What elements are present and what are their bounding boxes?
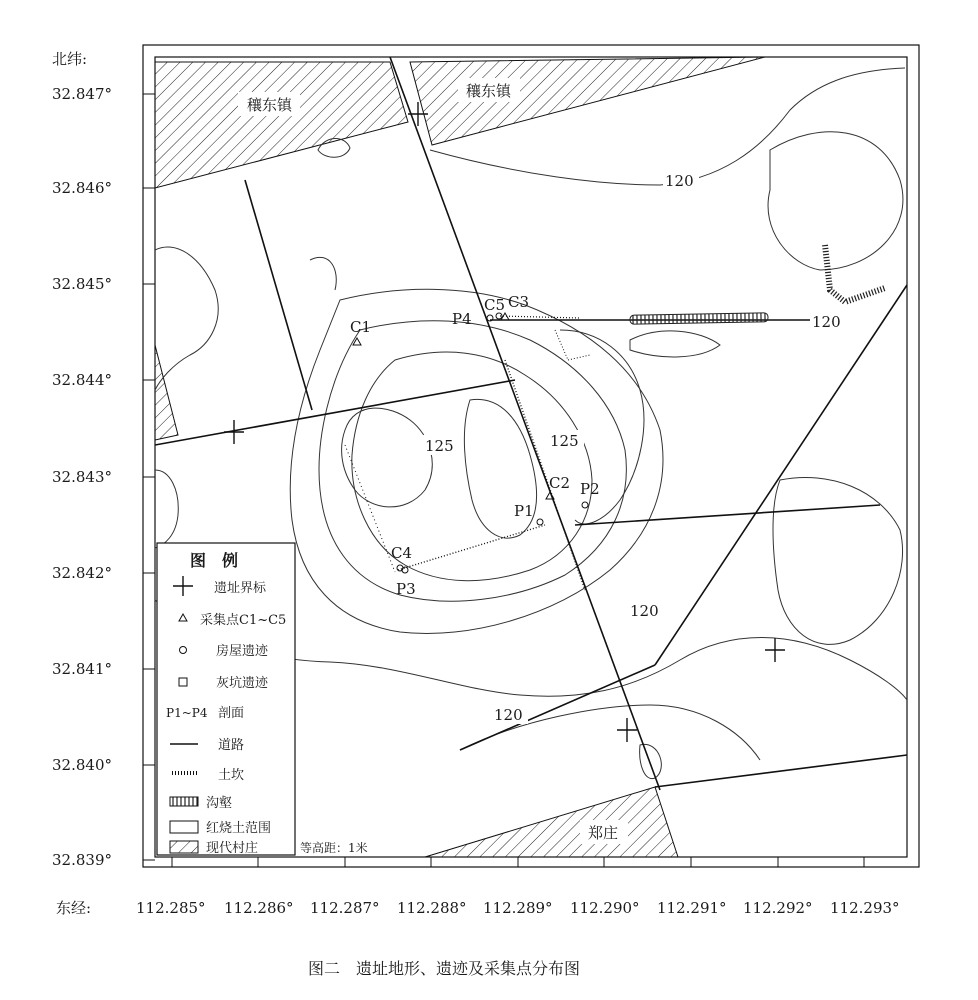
- legend: [157, 543, 295, 856]
- point-label-p2: P2: [580, 480, 600, 498]
- road-line: [460, 665, 655, 750]
- contour-label: 120: [665, 172, 694, 190]
- lat-tick-label: 32.846°: [52, 179, 112, 197]
- contour-line: [768, 132, 903, 270]
- village-area-nw: [155, 62, 408, 188]
- legend-label: 遗址界标: [214, 581, 267, 596]
- contour-label: 120: [630, 602, 659, 620]
- contour-line: [290, 289, 663, 633]
- gullies: [630, 245, 885, 324]
- point-label-p3: P3: [396, 580, 416, 598]
- lon-tick-label: 112.288°: [397, 899, 467, 917]
- village-area-w: [155, 345, 178, 440]
- longitude-ticks: [172, 857, 864, 867]
- lon-tick-label: 112.287°: [310, 899, 380, 917]
- house-remains-icon: [582, 502, 588, 508]
- contour-line: [560, 330, 644, 524]
- village-hatch-icon: [170, 841, 198, 853]
- legend-symbol: P1~P4: [166, 706, 208, 720]
- site-boundary-markers: [224, 102, 785, 742]
- house-remains-icon: [402, 567, 408, 573]
- road-line: [655, 755, 907, 787]
- legend-label: 沟壑: [206, 796, 233, 811]
- point-label-p1: P1: [514, 502, 534, 520]
- contour-line: [630, 331, 720, 357]
- lat-tick-label: 32.845°: [52, 275, 112, 293]
- point-label-c5: C5: [484, 296, 506, 314]
- legend-title: 图 例: [190, 551, 239, 570]
- lon-tick-label: 112.291°: [657, 899, 727, 917]
- lat-tick-label: 32.841°: [52, 660, 112, 678]
- earthen-scarps: [345, 316, 590, 590]
- road-line: [655, 285, 907, 665]
- house-remains-icon: [537, 519, 543, 525]
- lat-tick-label: 32.840°: [52, 756, 112, 774]
- boundary-marker-icon: [224, 420, 244, 444]
- longitude-title: 东经:: [56, 899, 92, 917]
- legend-label: 房屋遗迹: [216, 644, 269, 659]
- lon-tick-label: 112.286°: [224, 899, 294, 917]
- contour-line: [155, 247, 218, 390]
- village-label: 穰东镇: [247, 96, 293, 114]
- contour-line: [155, 470, 178, 548]
- legend-label: 道路: [218, 738, 245, 753]
- contour-line: [773, 477, 903, 644]
- lat-tick-label: 32.843°: [52, 468, 112, 486]
- point-label-p4: P4: [452, 310, 472, 328]
- road-line: [155, 380, 515, 445]
- point-label-c3: C3: [508, 293, 530, 311]
- legend-label: 采集点C1~C5: [200, 613, 287, 628]
- contour-label: 125: [425, 437, 454, 455]
- point-label-c1: C1: [350, 318, 372, 336]
- lat-tick-label: 32.839°: [52, 851, 112, 869]
- lat-tick-label: 32.844°: [52, 371, 112, 389]
- legend-label: 灰坑遗迹: [216, 676, 269, 691]
- contour-label: 120: [812, 313, 841, 331]
- latitude-title: 北纬:: [52, 50, 88, 68]
- figure-caption: 图二 遗址地形、遗迹及采集点分布图: [308, 959, 581, 978]
- contour-line: [640, 744, 662, 778]
- village-label: 穰东镇: [466, 82, 512, 100]
- point-label-c2: C2: [549, 474, 571, 492]
- legend-label: 剖面: [218, 706, 245, 721]
- point-label-c4: C4: [391, 544, 413, 562]
- contour-label: 125: [550, 432, 579, 450]
- gully-icon: [170, 797, 198, 806]
- lon-tick-label: 112.292°: [743, 899, 813, 917]
- road-line: [575, 505, 880, 525]
- contour-line: [310, 257, 336, 290]
- legend-label: 土坎: [218, 768, 245, 783]
- lon-tick-label: 112.293°: [830, 899, 900, 917]
- lat-tick-label: 32.842°: [52, 564, 112, 582]
- lon-tick-label: 112.285°: [136, 899, 206, 917]
- lon-tick-label: 112.289°: [483, 899, 553, 917]
- boundary-marker-icon: [765, 638, 785, 662]
- latitude-ticks: [52, 85, 155, 869]
- contour-interval-note: 等高距：1米: [300, 841, 368, 855]
- contour-line: [319, 321, 626, 601]
- legend-label: 现代村庄: [206, 841, 259, 856]
- lon-tick-label: 112.290°: [570, 899, 640, 917]
- village-area-s: [425, 787, 678, 857]
- contour-line: [352, 352, 592, 581]
- village-label: 郑庄: [588, 824, 619, 842]
- contour-label: 120: [494, 706, 523, 724]
- legend-label: 红烧土范围: [206, 821, 272, 836]
- lat-tick-label: 32.847°: [52, 85, 112, 103]
- road-line: [245, 180, 312, 410]
